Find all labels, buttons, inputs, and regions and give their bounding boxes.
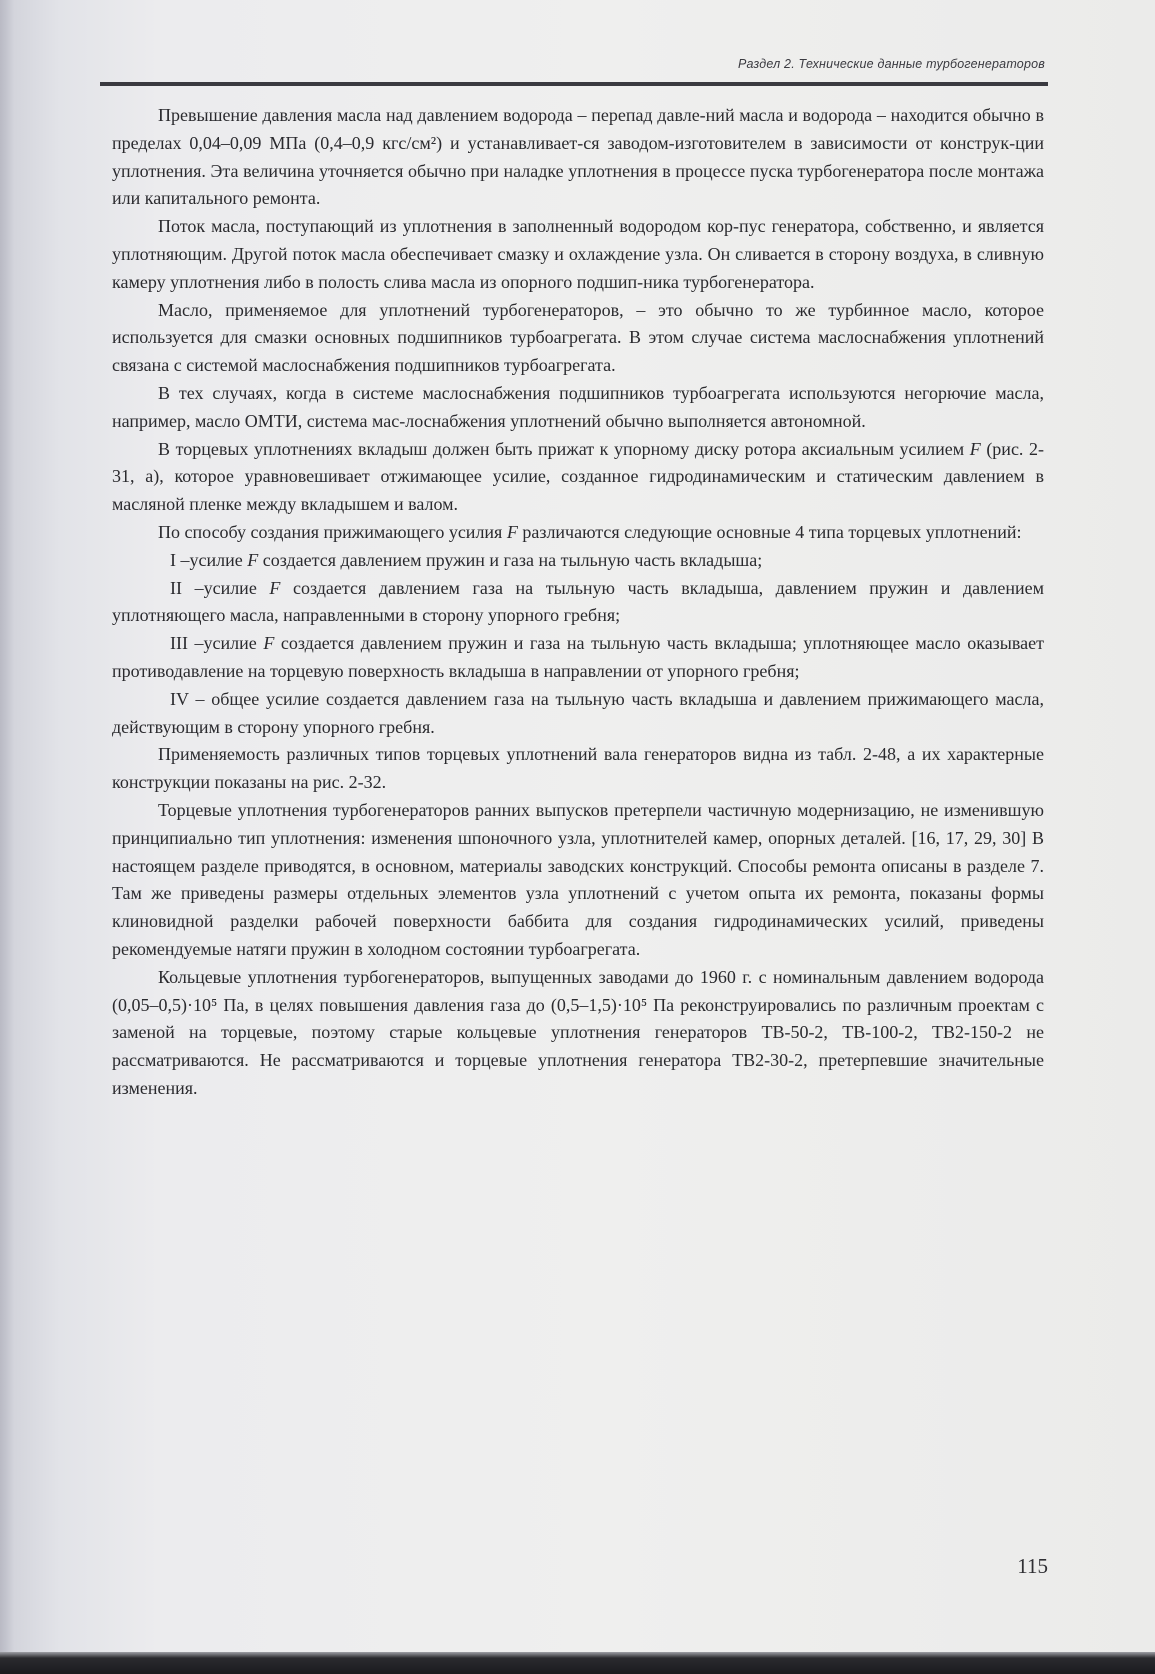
scan-edge-shadow [0, 0, 14, 1674]
list-item [112, 630, 1044, 686]
paragraph: Превышение давления масла над давлением водорода – перепад давле-ний масла и водорода – находится обычно в пределах 0,04–0,09 МПа (0,4–0,9 кгс/см²) и устанавливает-ся заводом-изготовителем в зависимости от конструк-ции уплотнения. Эта величина уточняется обычно при наладке уплотнения в процессе пуска турбогенератора после монтажа или капитального ремонта. [112, 105, 1044, 209]
text-run: В торцевых уплотнениях вкладыш должен быть прижат к упорному диску ротора аксиальным усилием [158, 438, 970, 459]
paragraph [112, 519, 1044, 547]
paragraph: В тех случаях, когда в системе маслоснабжения подшипников турбоагрегата используются негорючие масла, например, масло ОМТИ, система мас-лоснабжения уплотнений обычно выполняется автономной. [112, 382, 1044, 431]
force-variable: F [247, 549, 259, 570]
force-variable: F [263, 633, 275, 654]
text-run: создается давлением пружин и газа на тыльную часть вкладыша; уплотняющее масло оказывает противодавление на торцевую поверхность вкладыша в направлении от упорного гребня; [112, 633, 1044, 681]
header-rule [100, 82, 1048, 86]
force-variable: F [969, 438, 981, 459]
scan-bottom-edge [0, 1652, 1155, 1674]
paragraph: Кольцевые уплотнения турбогенераторов, выпущенных заводами до 1960 г. с номинальным давлением водорода (0,05–0,5)·10⁵ Па, в целях повышения давления газа до (0,5–1,5)·10⁵ Па реконструировались по различным проектам с заменой на торцевые, поэтому старые кольцевые уплотнения генераторов ТВ-50-2, ТВ-100-2, ТВ2-150-2 не рассматриваются. Не рассматриваются и торцевые уплотнения генератора ТВ2-30-2, претерпевшие значительные изменения. [112, 966, 1044, 1098]
paragraph: Масло, применяемое для уплотнений турбогенераторов, – это обычно то же турбинное масло, которое используется для смазки основных подшипников турбоагрегата. В этом случае система маслоснабжения уплотнений связана с системой маслоснабжения подшипников турбоагрегата. [112, 299, 1044, 376]
text-run: I –усилие [170, 549, 248, 570]
text-run: По способу создания прижимающего усилия [158, 521, 507, 542]
paragraph: Поток масла, поступающий из уплотнения в заполненный водородом кор-пус генератора, собственно, и является уплотняющим. Другой поток масла обеспечивает смазку и охлаждение узла. Он сливается в сторону воздуха, в сливную камеру уплотнения либо в полость слива масла из опорного подшип-ника турбогенератора. [112, 216, 1044, 292]
running-head: Раздел 2. Технические данные турбогенераторов [738, 57, 1045, 71]
paragraph [112, 436, 1044, 519]
list-item [112, 547, 1044, 575]
list-item: IV – общее усилие создается давлением газа на тыльную часть вкладыша и давлением прижимающего масла, действующим в сторону упорного гребня. [112, 688, 1044, 737]
text-run: создается давлением газа на тыльную часть вкладыша, давлением пружин и давлением уплотняющего масла, направленными в сторону упорного гребня; [112, 577, 1044, 626]
paragraph: Торцевые уплотнения турбогенераторов ранних выпусков претерпели частичную модернизацию, не изменившую принципиально тип уплотнения: изменения шпоночного узла, уплотнителей камер, опорных деталей. [16, 17, 29, 30] В настоящем разделе приводятся, в основном, материалы заводских конструкций. Способы ремонта описаны в разделе 7. Там же приведены размеры отдельных элементов узла уплотнений с учетом опыта их ремонта, показаны формы клиновидной разделки рабочей поверхности баббита для создания гидродинамических усилий, приведены рекомендуемые натяги пружин в холодном состоянии турбоагрегата. [112, 799, 1044, 959]
text-run: II –усилие [170, 577, 270, 598]
list-item [112, 575, 1044, 631]
text-run: III –усилие [170, 633, 264, 654]
page-number: 115 [1017, 1554, 1048, 1578]
text-run: различаются следующие основные 4 типа торцевых уплотнений: [517, 521, 1022, 542]
text-run: (рис. 2-31, а), которое уравновешивает отжимающее усилие, созданное гидродинамическим и статическим давлением в масляной пленке между вкладышем и валом. [112, 438, 1044, 515]
force-variable: F [506, 521, 518, 542]
force-variable: F [269, 577, 281, 598]
text-run: создается давлением пружин и газа на тыльную часть вкладыша; [258, 549, 763, 570]
paragraph: Применяемость различных типов торцевых уплотнений вала генераторов видна из табл. 2-48, а их характерные конструкции показаны на рис. 2-32. [112, 744, 1044, 793]
body-text [112, 102, 1044, 1103]
